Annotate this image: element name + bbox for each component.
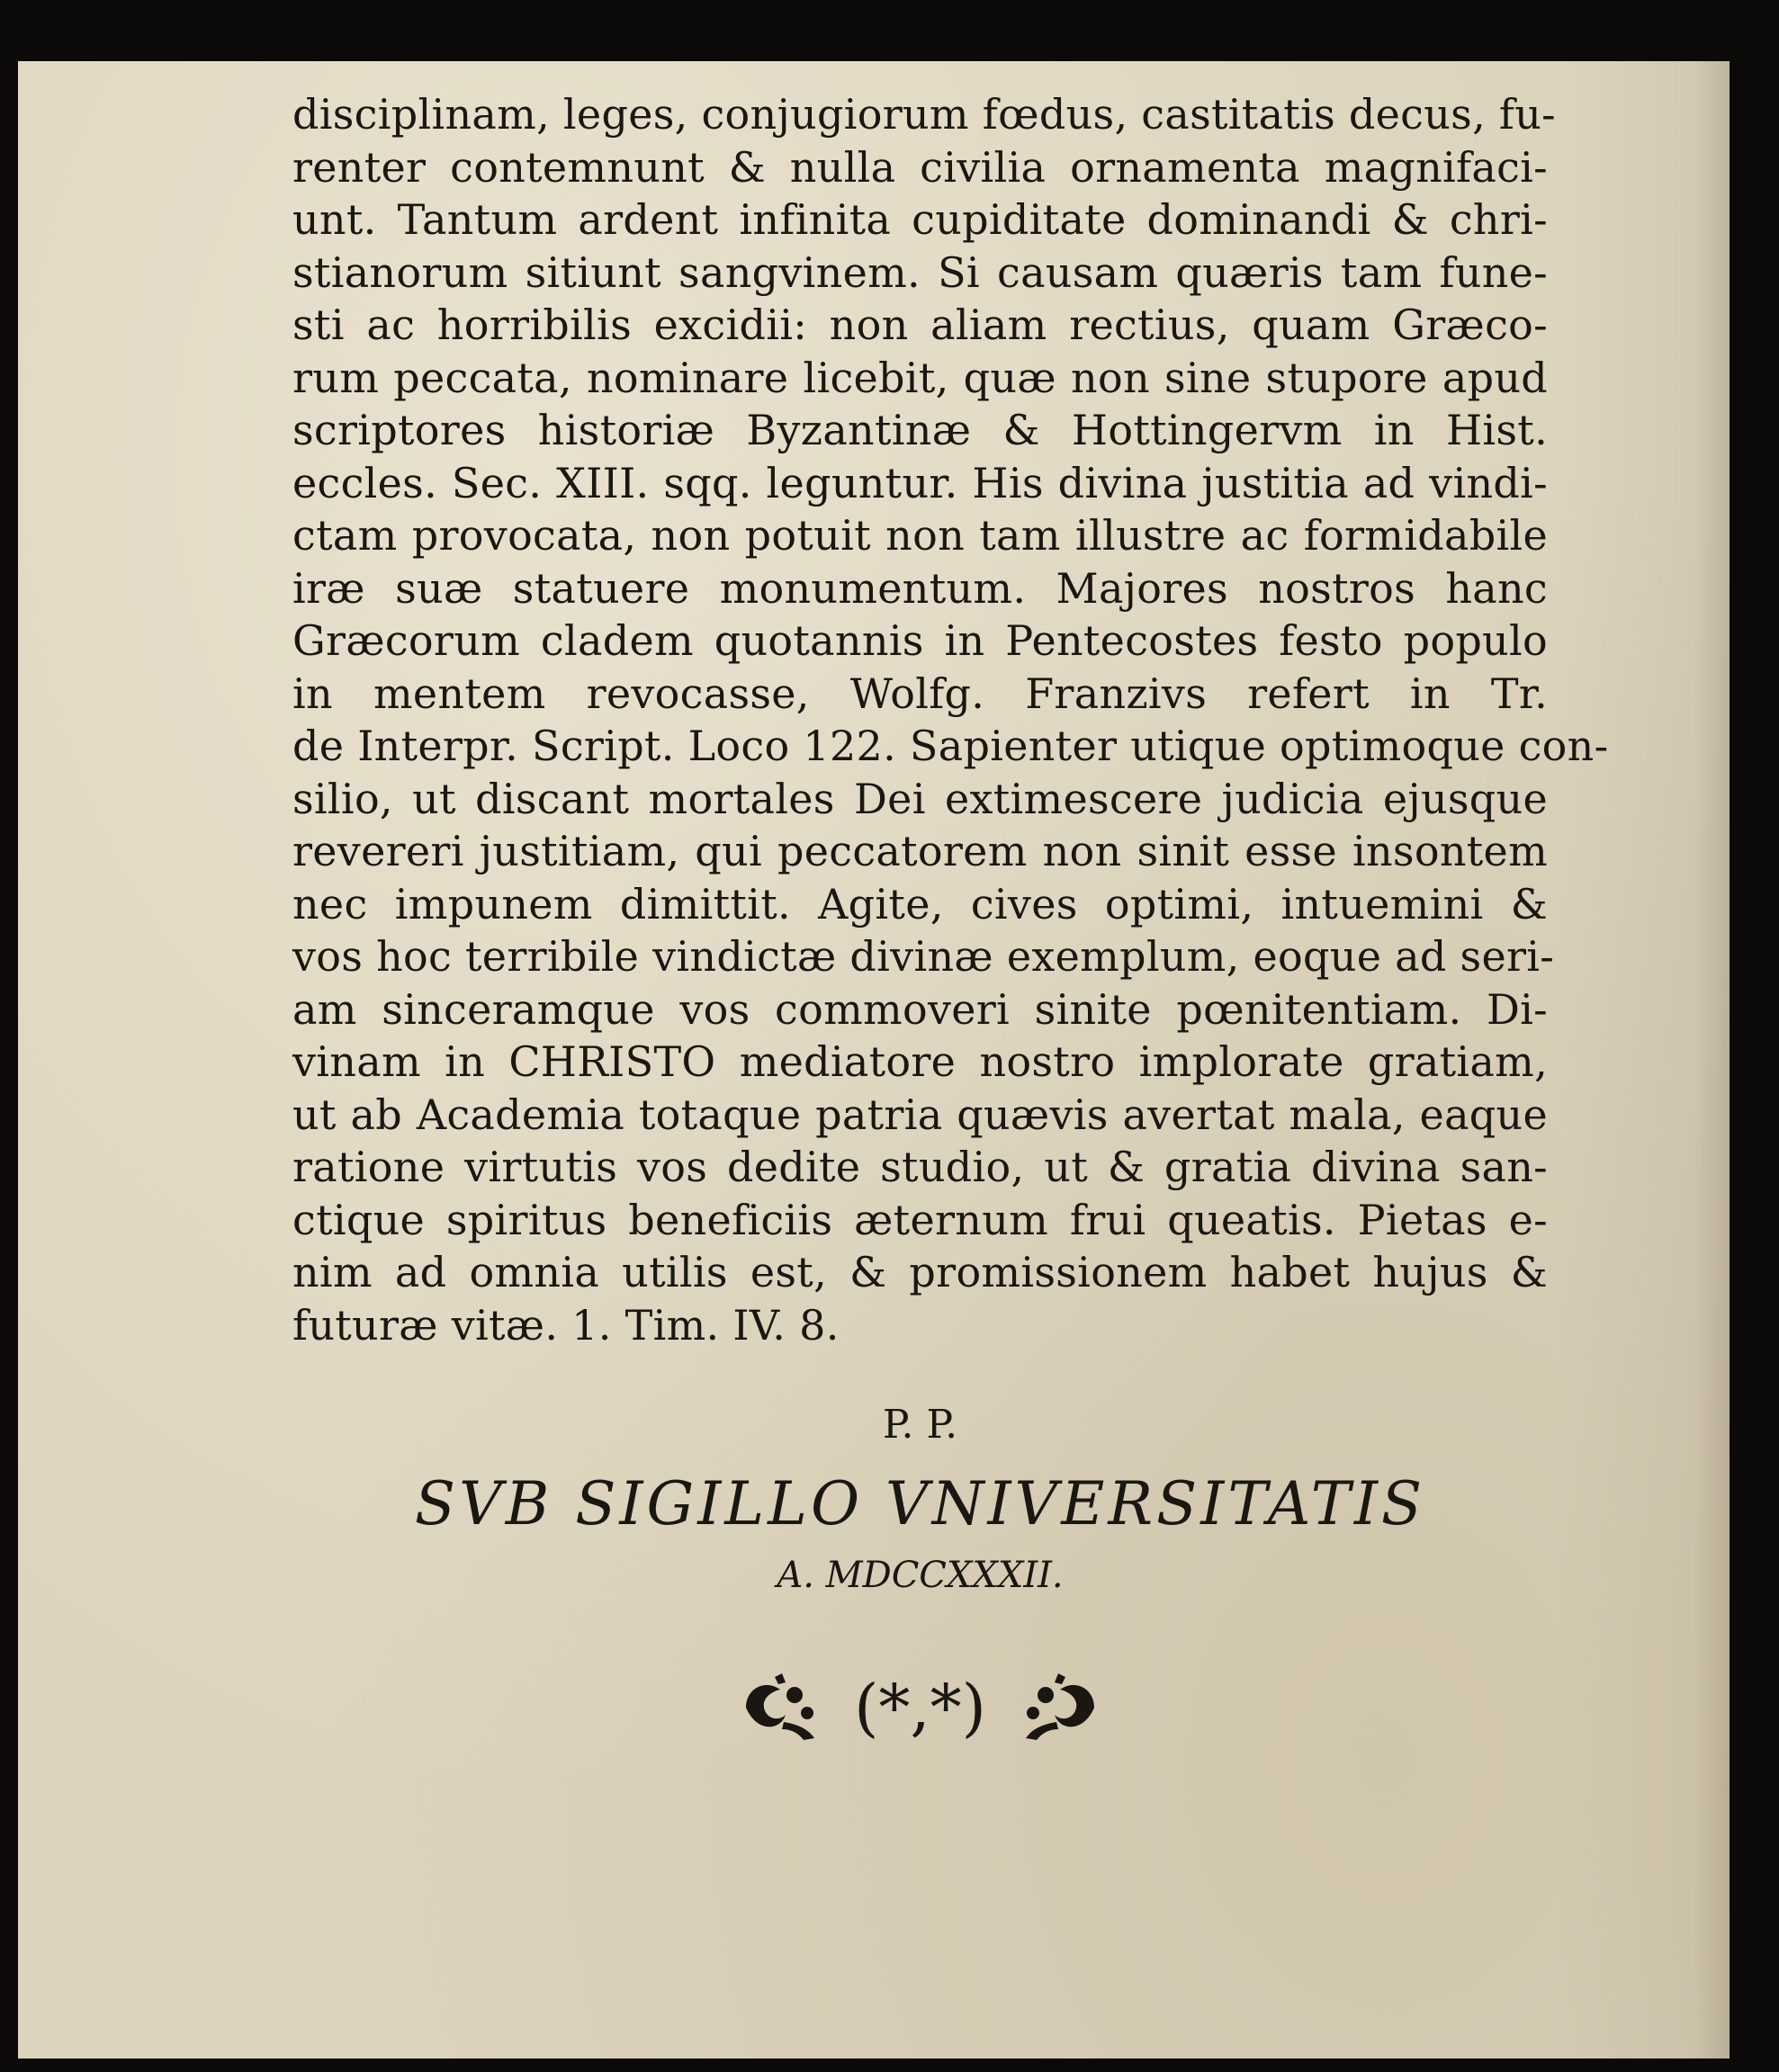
pp-signature: P. P. (882, 1402, 958, 1448)
text-line: ut ab Academia totaque patria quævis avertat mala, eaque (292, 1090, 1548, 1139)
text-line: iræ suæ statuere monumentum. Majores nostros hanc (292, 563, 1548, 613)
text-line: Græcorum cladem quotannis in Pentecostes festo populo (292, 616, 1548, 665)
ornament-center: (*,*) (854, 1671, 986, 1745)
text-line: unt. Tantum ardent infinita cupiditate dominandi & chri- (292, 195, 1548, 244)
text-line: renter contemnunt & nulla civilia ornamenta magnifaci- (292, 142, 1548, 192)
text-line: vinam in CHRISTO mediatore nostro implorate gratiam, (292, 1037, 1548, 1086)
fleuron-right-icon (1019, 1672, 1101, 1744)
text-line: stianorum sitiunt sangvinem. Si causam quæris tam fune- (292, 247, 1548, 297)
tailpiece-ornament (292, 1658, 1548, 1757)
text-line: silio, ut discant mortales Dei extimescere judicia ejusque (292, 774, 1548, 823)
text-line: nec impunem dimittit. Agite, cives optimi, intuemini & (292, 879, 1548, 928)
year-line: A. MDCCXXXII. (777, 1555, 1064, 1596)
body-text (292, 88, 1609, 1351)
text-line: sti ac horribilis excidii: non aliam rectius, quam Græco- (292, 300, 1548, 349)
text-line: disciplinam, leges, conjugiorum fœdus, castitatis decus, fu- (292, 90, 1557, 139)
text-line: futuræ vitæ. 1. Tim. IV. 8. (292, 1300, 840, 1350)
text-line: ctique spiritus beneficiis æternum frui queatis. Pietas e- (292, 1195, 1548, 1244)
text-line: de Interpr. Script. Loco 122. Sapienter utique optimoque con- (292, 722, 1609, 770)
seal-line: SVB SIGILLO VNIVERSITATIS (414, 1469, 1426, 1538)
text-line: ratione virtutis vos dedite studio, ut & gratia divina san- (292, 1143, 1548, 1191)
text-line: in mentem revocasse, Wolfg. Franzivs refert in Tr. (292, 668, 1548, 718)
text-line: revereri justitiam, qui peccatorem non sinit esse insontem (292, 827, 1548, 875)
text-line: scriptores historiæ Byzantinæ & Hottingervm in Hist. (292, 406, 1548, 454)
text-line: vos hoc terribile vindictæ divinæ exemplum, eoque ad seri- (292, 932, 1555, 981)
text-line: nim ad omnia utilis est, & promissionem habet hujus & (292, 1248, 1548, 1296)
text-line: eccles. Sec. XIII. sqq. leguntur. His divina justitia ad vindi- (292, 458, 1548, 507)
text-line: am sinceramque vos commoveri sinite pœnitentiam. Di- (292, 984, 1548, 1034)
text-line: ctam provocata, non potuit non tam illustre ac formidabile (292, 511, 1548, 560)
fleuron-left-icon (739, 1672, 822, 1744)
printed-page (18, 61, 1730, 2059)
text-line: rum peccata, nominare licebit, quæ non sine stupore apud (292, 353, 1548, 402)
